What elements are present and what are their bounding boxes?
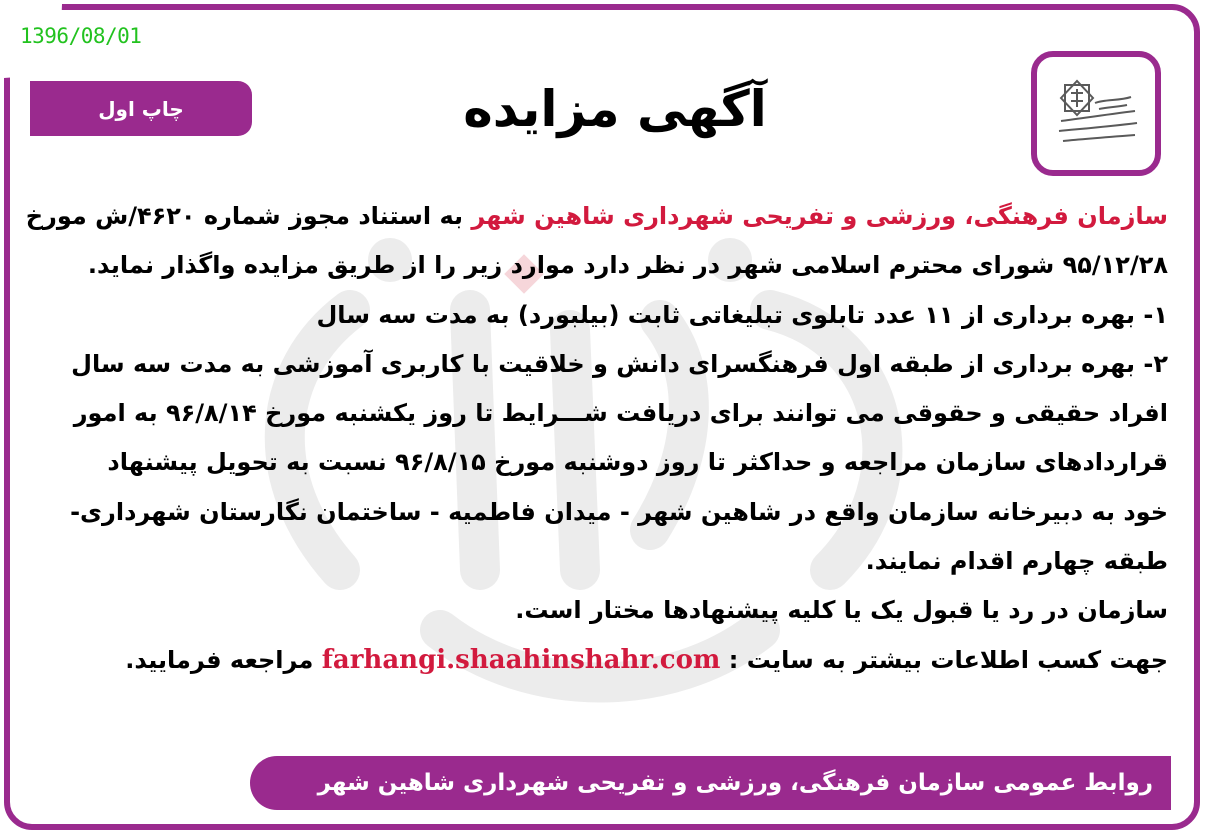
organization-name: سازمان فرهنگی، ورزشی و تفریحی شهرداری شاهین شهر — [471, 202, 1168, 230]
first-print-badge: چاپ اول — [30, 81, 252, 136]
logo-box — [1031, 51, 1161, 176]
footer-banner — [250, 756, 1171, 810]
website-link[interactable]: farhangi.shaahinshahr.com — [321, 644, 721, 675]
body-line-9: سازمان در رد یا قبول یک یا کلیه پیشنهادها مختار است. — [515, 596, 1168, 625]
ad-frame — [4, 4, 1200, 830]
body-line-10 — [50, 636, 1168, 685]
website-suffix: مراجعه فرمایید. — [125, 645, 322, 674]
body-line-5: افراد حقیقی و حقوقی می توانند برای دریافت شـــرایط تا روز یکشنبه مورخ ۹۶/۸/۱۴ به امور — [73, 399, 1168, 428]
municipality-emblem-icon — [1043, 63, 1149, 164]
body-line-6: قراردادهای سازمان مراجعه و حداکثر تا روز دوشنبه مورخ ۹۶/۸/۱۵ نسبت به تحویل پیشنهاد — [107, 448, 1168, 477]
body-line-2: ۹۵/۱۲/۲۸ شورای محترم اسلامی شهر در نظر دارد موارد زیر را از طریق مزایده واگذار نماید. — [87, 251, 1168, 280]
date-stamp: 1396/08/01 — [20, 24, 142, 48]
website-prefix: جهت کسب اطلاعات بیشتر به سایت : — [720, 645, 1168, 674]
body-line-7: خود به دبیرخانه سازمان واقع در شاهین شهر - میدان فاطمیه - ساختمان نگارستان شهرداری- — [70, 497, 1168, 526]
body-line-1-rest: به استناد مجوز شماره ۴۶۲۰/ش مورخ — [25, 202, 472, 230]
notice-body — [25, 192, 1168, 685]
body-line-3: ۱- بهره برداری از ۱۱ عدد تابلوی تبلیغاتی ثابت (بیلبورد) به مدت سه سال — [316, 300, 1168, 329]
body-line-8: طبقه چهارم اقدام نمایند. — [865, 547, 1168, 576]
body-line-1 — [25, 192, 1168, 241]
notice-title: آگهی مزایده — [463, 80, 767, 138]
body-line-4: ۲- بهره برداری از طبقه اول فرهنگسرای دانش و خلاقیت با کاربری آموزشی به مدت سه سال — [71, 349, 1168, 378]
footer-text: روابط عمومی سازمان فرهنگی، ورزشی و تفریحی شهرداری شاهین شهر — [317, 770, 1153, 796]
